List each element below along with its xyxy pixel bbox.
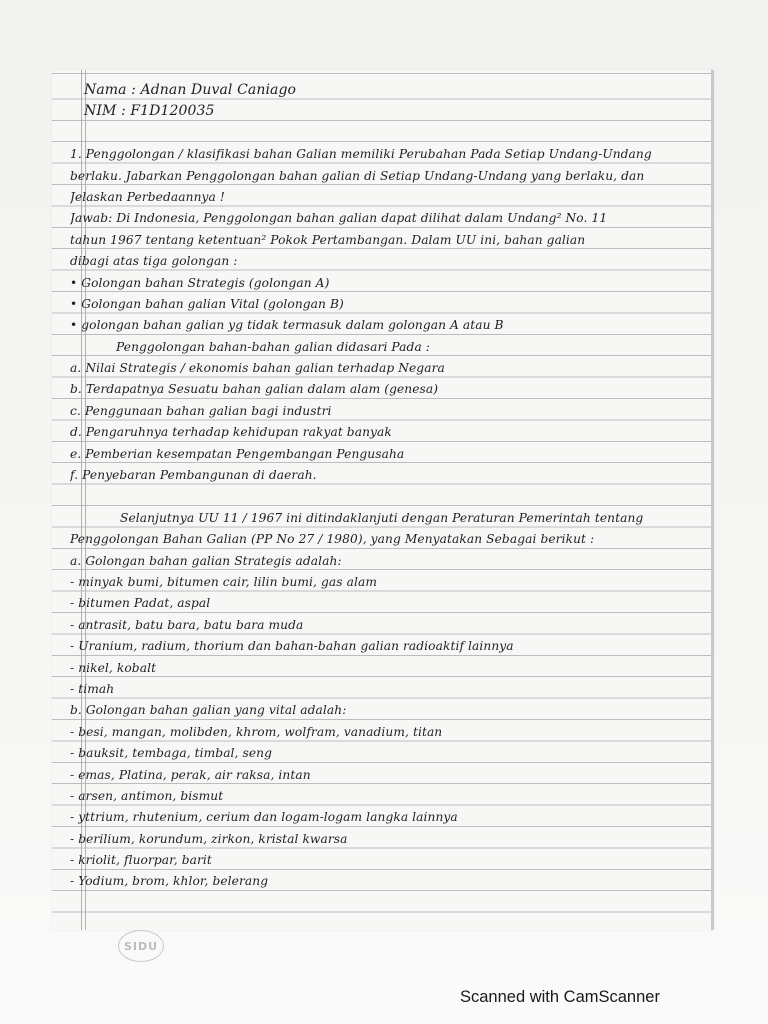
blank-line: [70, 123, 710, 144]
strategis-item: - bitumen Padat, aspal: [70, 596, 211, 611]
blank-line: [70, 486, 710, 507]
lanjut-line: Selanjutnya UU 11 / 1967 ini ditindaklanjuti dengan Peraturan Pemerintah tentang: [120, 510, 644, 525]
camscanner-watermark: Scanned with CamScanner: [460, 988, 660, 1006]
dasar-item: b. Terdapatnya Sesuatu bahan galian dalam alam (genesa): [70, 382, 439, 397]
strategis-title: a. Golongan bahan galian Strategis adalah:: [70, 553, 342, 568]
golongan-item: • Golongan bahan galian Vital (golongan B): [70, 296, 344, 311]
vital-item: - berilium, korundum, zirkon, kristal kwarsa: [70, 831, 348, 846]
paper-brand-logo: [118, 930, 164, 962]
answer-line: tahun 1967 tentang ketentuan² Pokok Pertambangan. Dalam UU ini, bahan galian: [70, 232, 586, 247]
dasar-item: d. Pengaruhnya terhadap kehidupan rakyat banyak: [70, 425, 392, 440]
handwritten-notes: [70, 80, 710, 893]
vital-item: - besi, mangan, molibden, khrom, wolfram, vanadium, titan: [70, 724, 443, 739]
vital-item: - arsen, antimon, bismut: [70, 788, 224, 803]
dasar-item: f. Penyebaran Pembangunan di daerah.: [70, 468, 317, 483]
student-nim: NIM : F1D120035: [84, 103, 215, 120]
paper-edge: [711, 70, 714, 930]
strategis-item: - nikel, kobalt: [70, 660, 157, 675]
vital-title: b. Golongan bahan galian yang vital adalah:: [70, 703, 347, 718]
vital-item: - emas, Platina, perak, air raksa, intan: [70, 767, 311, 782]
strategis-item: - antrasit, batu bara, batu bara muda: [70, 617, 304, 632]
strategis-item: - minyak bumi, bitumen cair, lilin bumi, gas alam: [70, 574, 377, 589]
answer-line: dibagi atas tiga golongan :: [70, 254, 238, 269]
golongan-item: • Golongan bahan Strategis (golongan A): [70, 275, 330, 290]
logo-text: SIDU: [123, 939, 159, 953]
lanjut-line: Penggolongan Bahan Galian (PP No 27 / 1980), yang Menyatakan Sebagai berikut :: [70, 532, 595, 547]
vital-item: - kriolit, fluorpar, barit: [70, 853, 212, 868]
student-name: Nama : Adnan Duval Caniago: [84, 82, 297, 98]
golongan-item: • golongan bahan galian yg tidak termasuk dalam golongan A atau B: [70, 318, 504, 333]
answer-line: Jawab: Di Indonesia, Penggolongan bahan galian dapat dilihat dalam Undang² No. 11: [70, 211, 608, 226]
dasar-item: a. Nilai Strategis / ekonomis bahan galian terhadap Negara: [70, 361, 445, 376]
dasar-item: c. Penggunaan bahan galian bagi industri: [70, 403, 332, 418]
vital-item: - yttrium, rhutenium, cerium dan logam-logam langka lainnya: [70, 810, 458, 825]
vital-item: - Yodium, brom, khlor, belerang: [70, 874, 269, 889]
question-line: Jelaskan Perbedaannya !: [70, 189, 225, 204]
vital-item: - bauksit, tembaga, timbal, seng: [70, 746, 273, 761]
dasar-item: e. Pemberian kesempatan Pengembangan Pengusaha: [70, 446, 405, 461]
dasar-title: Penggolongan bahan-bahan galian didasari Pada :: [116, 339, 430, 354]
strategis-item: - Uranium, radium, thorium dan bahan-bahan galian radioaktif lainnya: [70, 639, 514, 654]
strategis-item: - timah: [70, 681, 115, 696]
question-line: berlaku. Jabarkan Penggolongan bahan galian di Setiap Undang-Undang yang berlaku, dan: [70, 168, 645, 183]
question-line: 1. Penggolongan / klasifikasi bahan Galian memiliki Perubahan Pada Setiap Undang-Undang: [70, 147, 652, 162]
